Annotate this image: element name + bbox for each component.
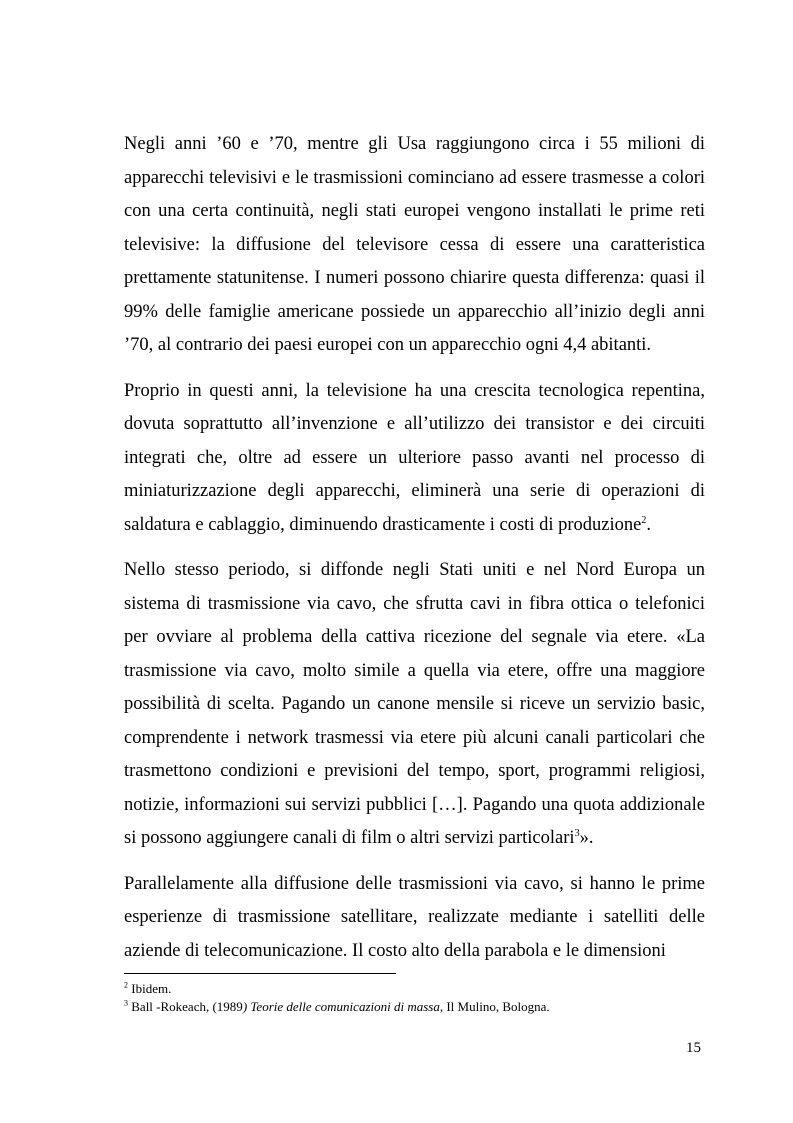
body-text xyxy=(124,128,705,980)
footnotes xyxy=(124,980,705,1016)
paragraph-4: Parallelamente alla diffusione delle trasmissioni via cavo, si hanno le prime esperienze di trasmissione satellitare, realizzate mediante i satelliti delle aziende di telecomunicazione. Il costo alto della parabola e le dimensioni xyxy=(124,873,705,961)
book-title: ) Teorie delle comunicazioni di massa xyxy=(242,999,440,1014)
paragraph-2: Proprio in questi anni, la televisione ha una crescita tecnologica repentina, dovuta soprattutto all’invenzione e all’utilizzo dei transistor e dei circuiti integrati che, oltre ad essere un ulteriore passo avanti nel processo di miniaturizzazione degli apparecchi, eliminerà una serie di operazioni di saldatura e cablaggio, diminuendo drasticamente i costi di produzione$^2$. xyxy=(124,380,705,535)
footnote-ref-2: 2 xyxy=(641,514,647,526)
paragraph-3: Nello stesso periodo, si diffonde negli Stati uniti e nel Nord Europa un sistema di trasmissione via cavo, che sfrutta cavi in fibra ottica o telefonici per ovviare al problema della cattiva ricezione del segnale via etere. «La trasmissione via cavo, molto simile a quella via etere, offre una maggiore possibilità di scelta. Pagando un canone mensile si riceve un servizio basic, comprendente i network trasmessi via etere più alcuni canali particolari che trasmettono condizioni e previsioni del tempo, sport, programmi religiosi, notizie, informazioni sui servizi pubblici […]. Pagando una quota addizionale si possono aggiungere canali di film o altri servizi particolari$^3$». xyxy=(124,560,705,848)
footnote-ref-3: 3 xyxy=(574,827,580,839)
paragraph-1: Negli anni ’60 e ’70, mentre gli Usa raggiungono circa i 55 milioni di apparecchi televisivi e le trasmissioni cominciano ad essere trasmesse a colori con una certa continuità, negli stati europei vengono installati le prime reti televisive: la diffusione del televisore cessa di essere una caratteristica prettamente statunitense. I numeri possono chiarire questa differenza: quasi il 99% delle famiglie americane possiede un apparecchio all’inizio degli anni ’70, al contrario dei paesi europei con un apparecchio ogni 4,4 abitanti. xyxy=(124,134,705,355)
footnote-divider xyxy=(124,973,396,974)
footnote-number: 3 xyxy=(124,998,128,1008)
footnote-3: $^3$ Ball -Rokeach, (1989) Teorie delle comunicazioni di massa, Il Mulino, Bologna. xyxy=(124,998,550,1014)
footnote-2: $^2$ Ibidem. xyxy=(124,980,172,996)
footnote-number: 2 xyxy=(124,980,128,990)
page-number: 15 xyxy=(686,1040,701,1056)
